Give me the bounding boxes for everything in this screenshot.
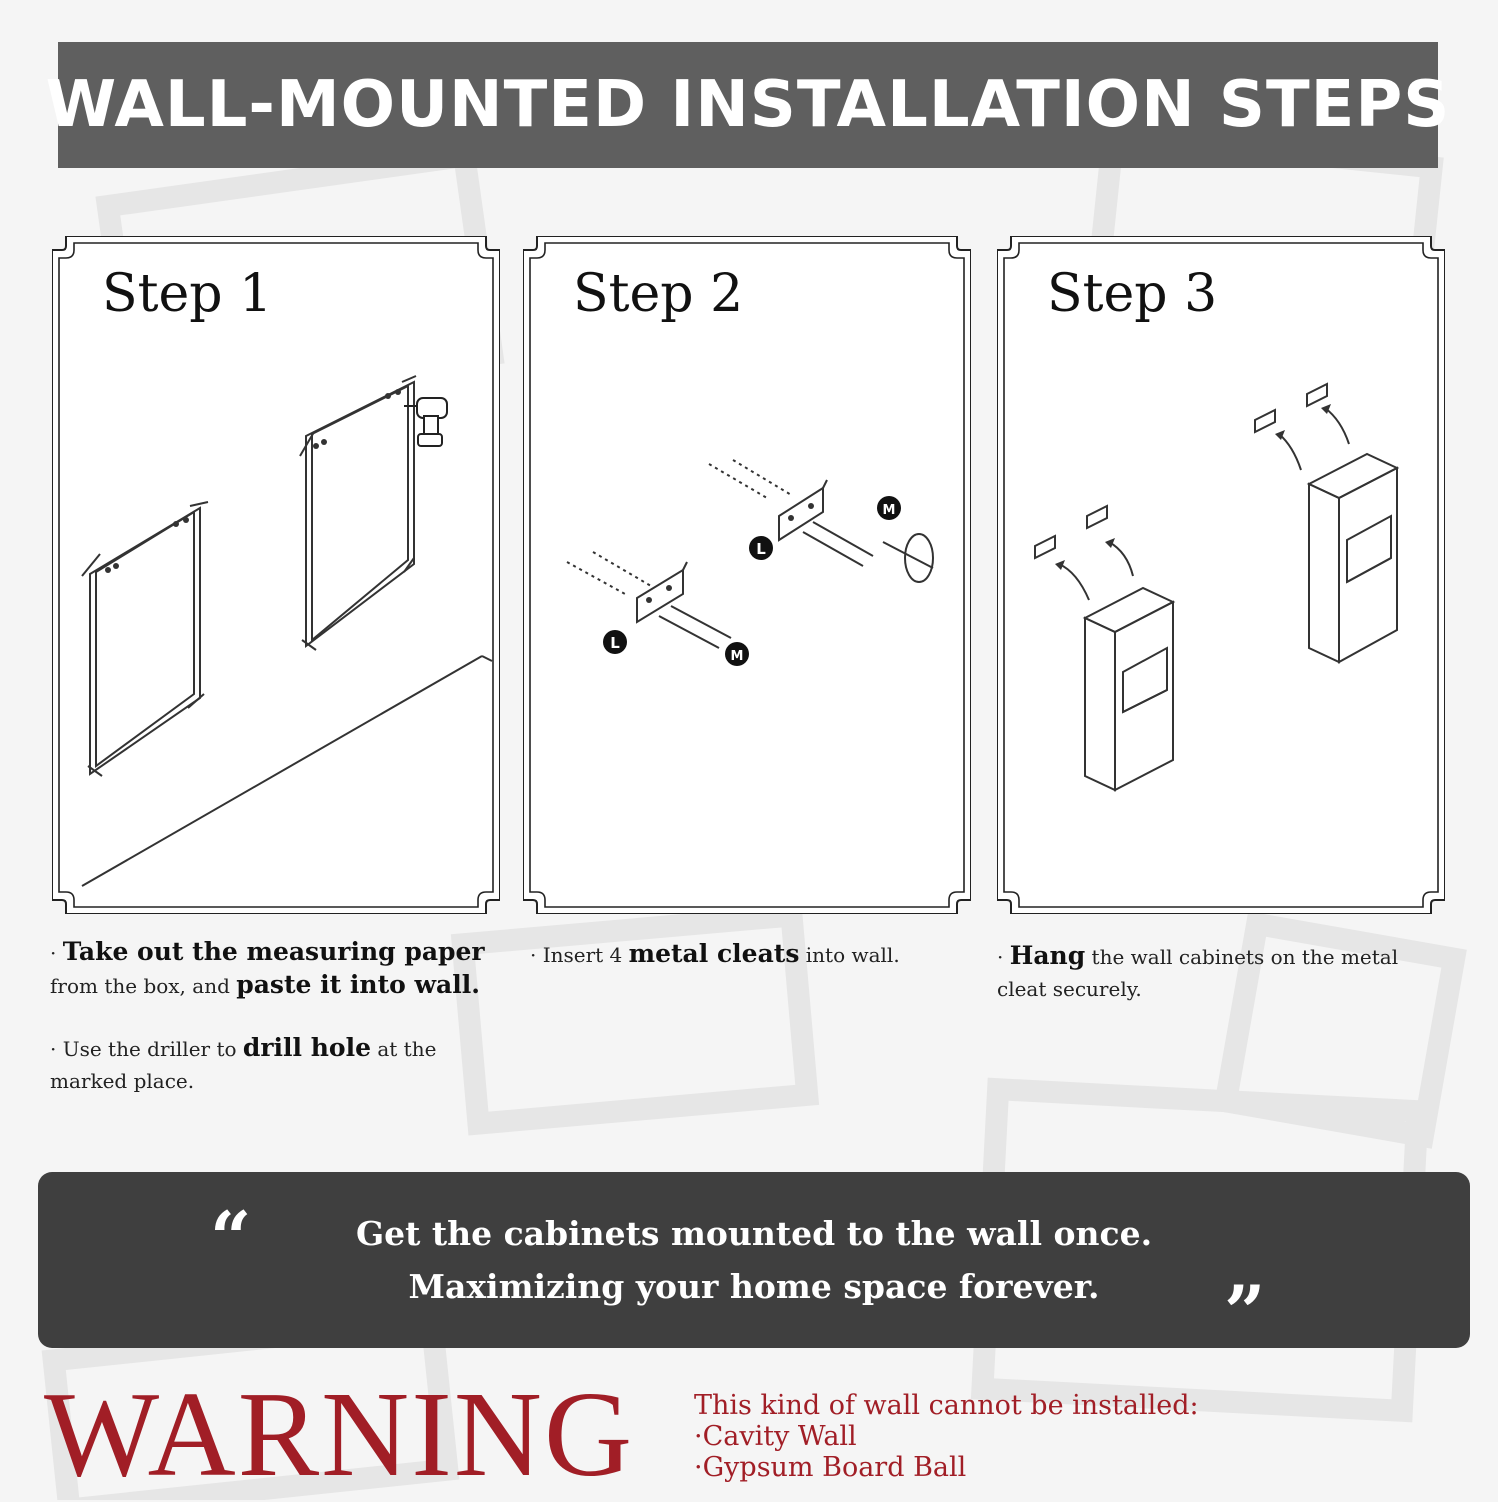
warning-item: ·Gypsum Board Ball bbox=[694, 1452, 967, 1483]
badge-l-icon bbox=[603, 536, 773, 654]
step-1-text-3: at the marked place. bbox=[50, 1037, 437, 1093]
step-2-panel bbox=[523, 236, 971, 914]
step-3-bold: Hang bbox=[1009, 941, 1086, 970]
drill-icon bbox=[404, 398, 447, 446]
step-1-text-2: Use the driller to bbox=[62, 1037, 243, 1061]
warning-item: ·Cavity Wall bbox=[694, 1421, 857, 1452]
metal-cleat-illustration bbox=[523, 236, 971, 914]
step-1-panel bbox=[52, 236, 500, 914]
step-1-description: · Take out the measuring paper from the box, and paste it into wall. · Use the driller to drill hole at the marked place. bbox=[50, 937, 485, 1093]
step-2-bold: metal cleats bbox=[628, 939, 800, 968]
step-3-title: Step 3 bbox=[1047, 264, 1218, 324]
quote-line-1: Get the cabinets mounted to the wall once. bbox=[355, 1214, 1153, 1253]
step-3-panel bbox=[997, 236, 1445, 914]
cabinet-hanging-illustration bbox=[997, 236, 1445, 914]
step-3-description: · Hang the wall cabinets on the metal cleat securely. bbox=[997, 941, 1399, 1001]
step-2-description: · Insert 4 metal cleats into wall. bbox=[530, 939, 900, 968]
step-1-bold-3: drill hole bbox=[242, 1033, 371, 1062]
title-bar bbox=[45, 42, 1451, 168]
step-2-title: Step 2 bbox=[573, 264, 744, 324]
svg-text:M: M bbox=[882, 503, 896, 518]
warning-details bbox=[694, 1390, 1199, 1483]
open-quote-icon: “ bbox=[210, 1195, 252, 1280]
svg-text:L: L bbox=[756, 540, 766, 558]
close-quote-icon: ” bbox=[1224, 1269, 1266, 1354]
step-2-text-2: into wall. bbox=[799, 943, 900, 967]
warning-title: WARNING bbox=[44, 1367, 635, 1502]
warning-heading: This kind of wall cannot be installed: bbox=[694, 1390, 1199, 1421]
svg-text:L: L bbox=[610, 634, 620, 652]
svg-text:M: M bbox=[730, 649, 744, 664]
step-1-bold-2: paste it into wall bbox=[236, 970, 472, 999]
step-1-text-1: from the box, and bbox=[50, 974, 237, 998]
step-1-title: Step 1 bbox=[102, 264, 273, 324]
step-3-text: the wall cabinets on the metal cleat securely. bbox=[997, 945, 1399, 1001]
step-1-bold-1: Take out the measuring paper bbox=[62, 937, 485, 966]
wall-template-illustration bbox=[52, 236, 500, 914]
badge-m-icon bbox=[725, 496, 901, 666]
quote-box bbox=[38, 1172, 1470, 1354]
step-2-text-1: Insert 4 bbox=[542, 943, 629, 967]
page-title: WALL-MOUNTED INSTALLATION STEPS bbox=[45, 68, 1451, 142]
quote-line-2: Maximizing your home space forever. bbox=[408, 1267, 1100, 1306]
